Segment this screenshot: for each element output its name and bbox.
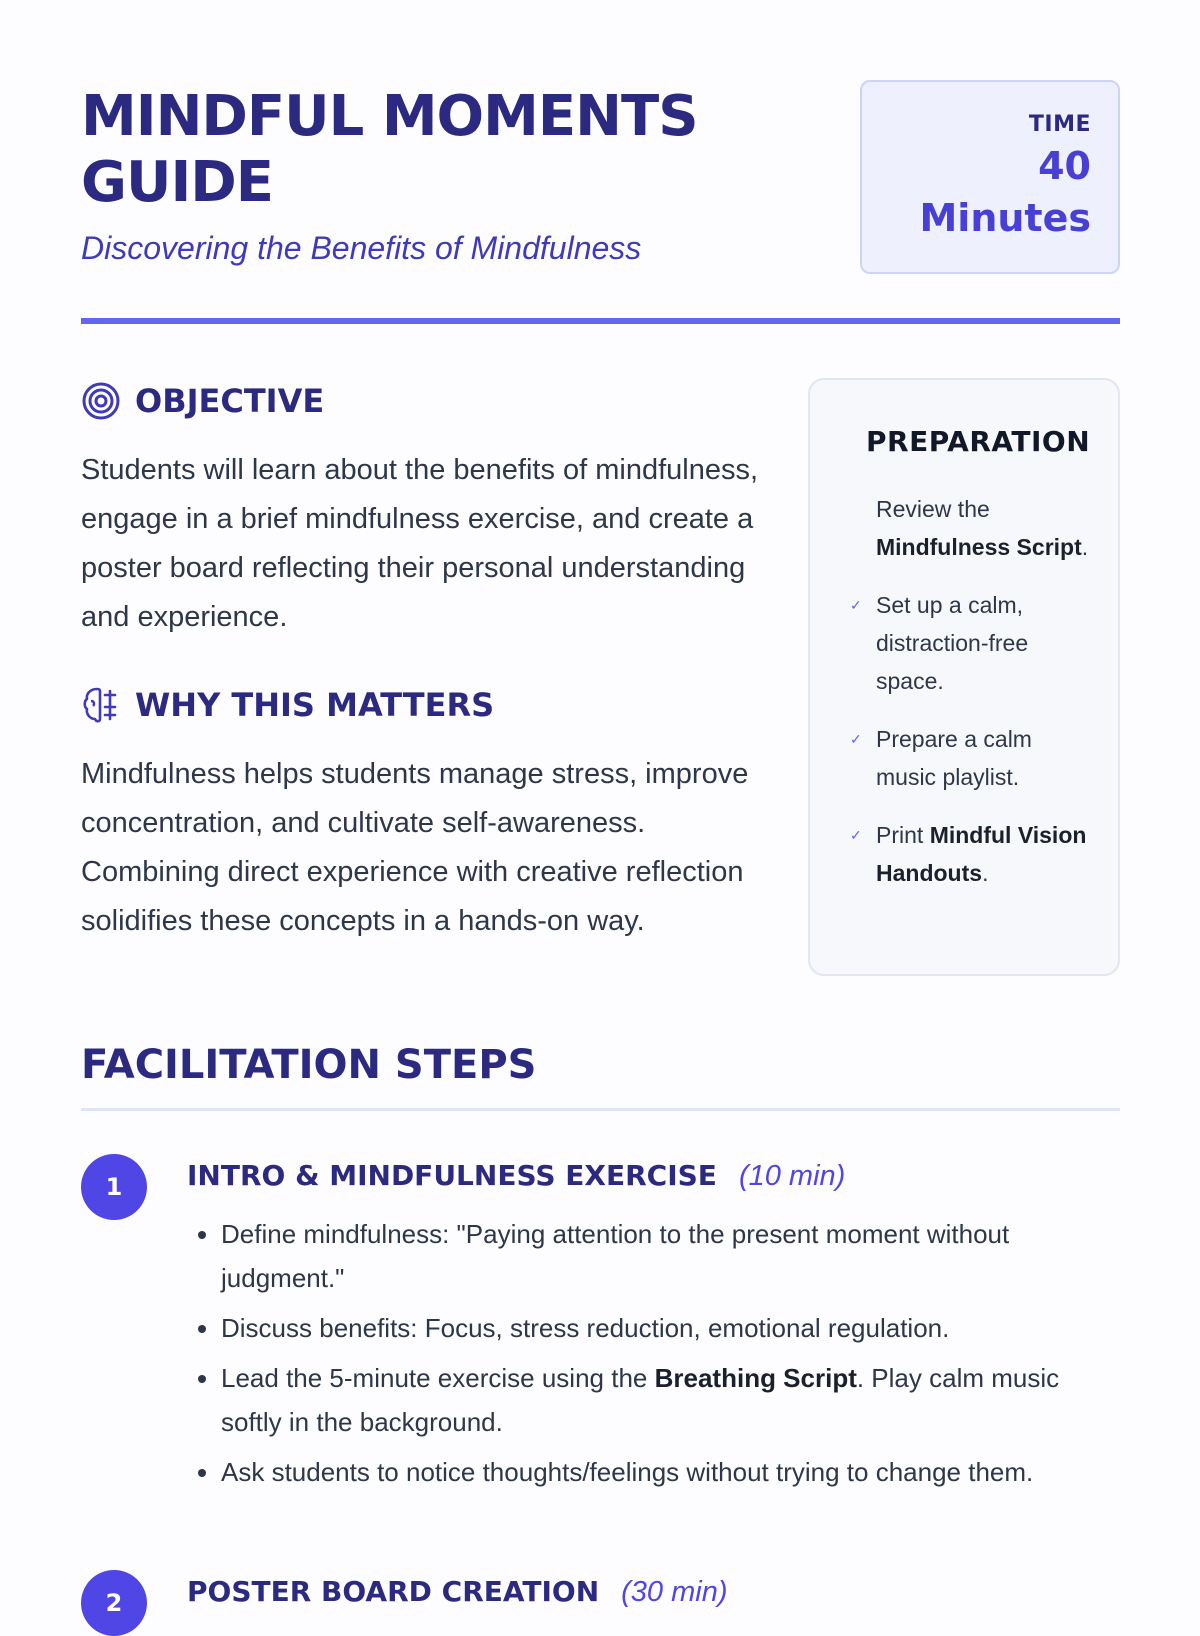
time-card — [860, 80, 1120, 274]
step-bullet-list — [187, 1212, 1121, 1500]
preparation-list — [850, 490, 1094, 892]
step-bullet: • Ask students to notice thoughts/feelings without trying to change them. — [221, 1450, 1121, 1494]
preparation-heading: PREPARATION — [866, 425, 1091, 458]
step-number-badge: 1 — [81, 1154, 147, 1220]
time-label: TIME — [1028, 112, 1091, 137]
objective-text: Students will learn about the benefits of mindfulness, engage in a brief mindfulness exercise, and create a poster board reflecting their personal understanding and experience. — [81, 454, 759, 633]
objective-heading-row — [81, 378, 781, 424]
time-value: 40 Minutes — [919, 144, 1091, 240]
prep-text-pre: Review the — [876, 496, 990, 522]
step-bullet: • Discuss benefits: Focus, stress reduction, emotional regulation. — [221, 1306, 1121, 1350]
step-bullet — [221, 1356, 1121, 1444]
step-duration: (10 min) — [738, 1160, 846, 1192]
preparation-item — [850, 586, 1094, 700]
why-heading-row — [81, 682, 781, 728]
step-number-badge: 2 — [81, 1570, 147, 1636]
why-heading: WHY THIS MATTERS — [135, 686, 495, 724]
prep-text-post: . — [982, 860, 989, 886]
target-icon — [81, 381, 121, 421]
facilitation-divider — [81, 1108, 1120, 1111]
prep-text-bold: Mindfulness Script — [876, 534, 1082, 560]
bullet-text-post: . Play calm music softly in the background. — [221, 1363, 1060, 1437]
bullet-text-bold: Breathing Script — [654, 1363, 857, 1393]
step-bullet: • Define mindfulness: "Paying attention to the present moment without judgment." — [221, 1212, 1121, 1300]
step-duration: (30 min) — [621, 1576, 728, 1608]
prep-text-bold: Mindful Vision Handouts — [876, 822, 1087, 886]
preparation-item — [850, 720, 1094, 796]
prep-text-pre: Print — [876, 822, 930, 848]
preparation-item-text — [876, 490, 1094, 566]
main-column — [81, 378, 781, 946]
preparation-item-text: Prepare a calm music playlist. — [876, 726, 1032, 790]
page-title: MINDFUL MOMENTS GUIDE — [81, 84, 698, 215]
preparation-item-text — [876, 816, 1094, 892]
prep-text-post: . — [1081, 534, 1089, 560]
step-header — [187, 1154, 845, 1198]
objective-heading: OBJECTIVE — [135, 382, 325, 420]
preparation-item-text: Set up a calm, distraction-free space. — [876, 592, 1029, 694]
check-icon: ✓ — [850, 597, 862, 613]
bullet-text-pre: Lead the 5-minute exercise using the — [221, 1363, 655, 1393]
header-divider — [81, 318, 1120, 324]
lesson-guide-page — [81, 0, 1120, 1617]
step-header — [187, 1570, 727, 1614]
step-title: INTRO & MINDFULNESS EXERCISE — [187, 1159, 717, 1192]
preparation-item — [850, 816, 1094, 892]
preparation-item — [850, 490, 1094, 566]
check-icon: ✓ — [850, 731, 862, 747]
facilitation-heading: FACILITATION STEPS — [81, 1042, 537, 1088]
header — [81, 80, 1120, 280]
step-title: POSTER BOARD CREATION — [187, 1575, 600, 1608]
preparation-card — [808, 378, 1120, 976]
page-subtitle: Discovering the Benefits of Mindfulness — [81, 230, 642, 266]
check-icon: ✓ — [850, 827, 862, 843]
why-text: Mindfulness helps students manage stress, improve concentration, and cultivate self-awareness. Combining direct experience with creative reflection solidifies these concepts in a hands-on way. — [81, 758, 749, 937]
brain-icon — [81, 685, 121, 725]
